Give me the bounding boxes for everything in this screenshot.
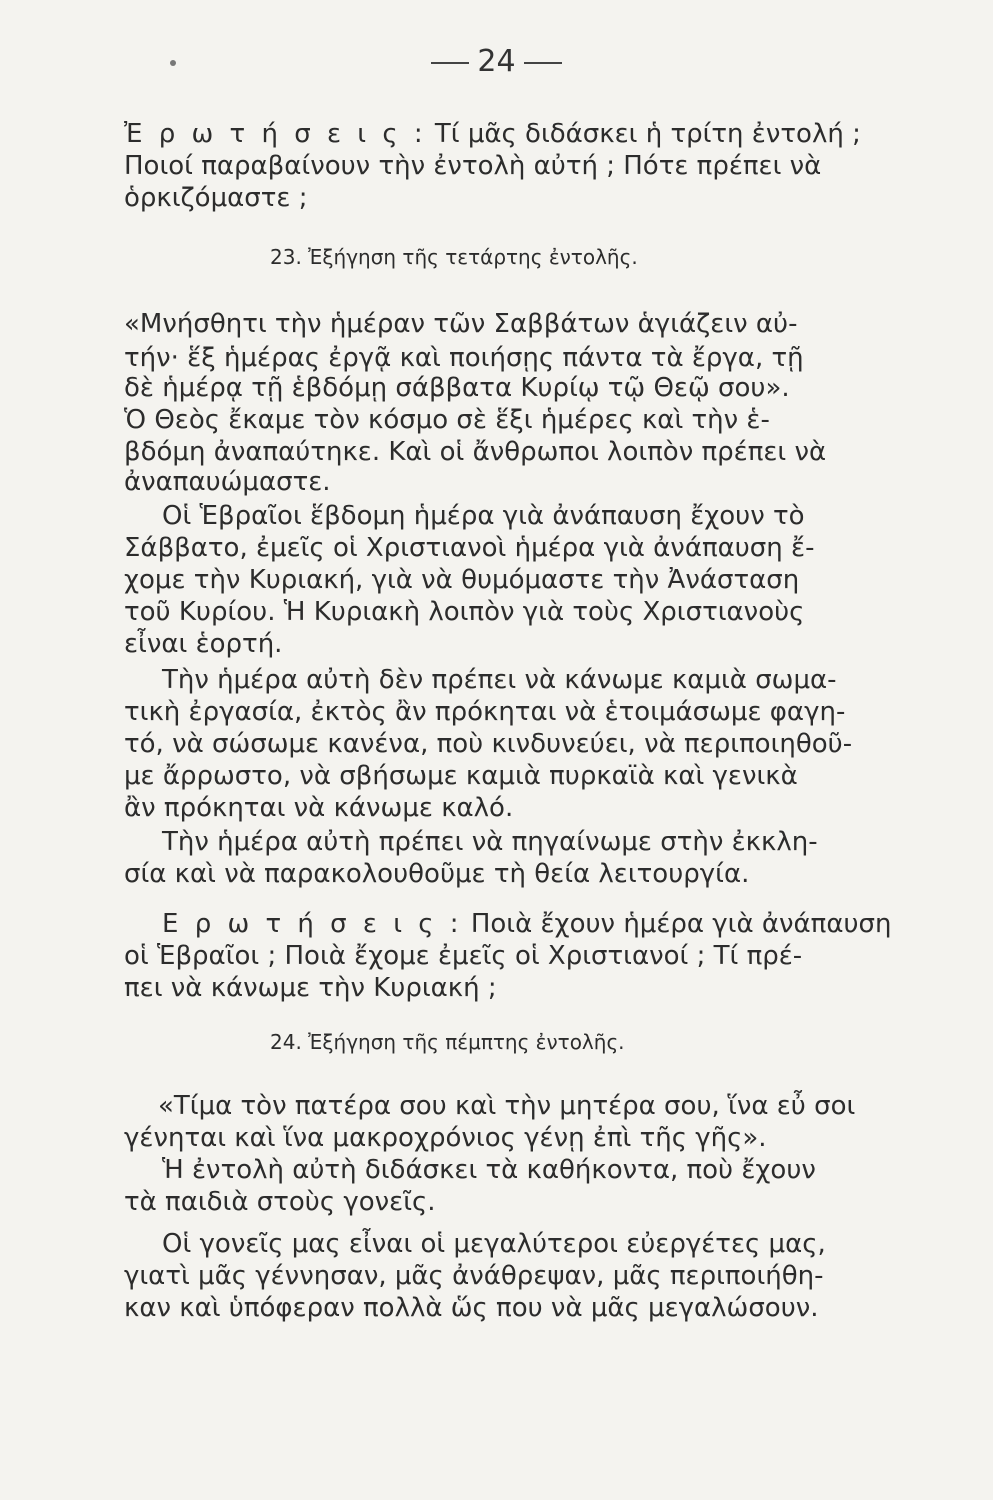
paragraph-line: χομε τὴν Κυριακή, γιὰ νὰ θυμόμαστε τὴν Ἀνάσταση: [124, 565, 800, 595]
paragraph-line: τοῦ Κυρίου. Ἡ Κυριακὴ λοιπὸν γιὰ τοὺς Χριστιανοὺς: [124, 597, 805, 627]
questions2-text-1: Ποιὰ ἔχουν ἡμέρα γιὰ ἀνάπαυση: [470, 909, 892, 939]
paragraph-line: καν καὶ ὑπόφεραν πολλὰ ὥς που νὰ μᾶς μεγαλώσουν.: [124, 1293, 819, 1323]
page-number-text: 24: [477, 44, 516, 79]
paragraph-line: τὰ παιδιὰ στοὺς γονεῖς.: [124, 1187, 436, 1217]
paragraph-line: τό, νὰ σώσωμε κανένα, ποὺ κινδυνεύει, νὰ περιποιηθοῦ-: [124, 729, 853, 759]
questions2-line-2: οἱ Ἑβραῖοι ; Ποιὰ ἔχομε ἐμεῖς οἱ Χριστιανοί ; Τί πρέ-: [124, 941, 803, 971]
paragraph-line: ἂν πρόκηται νὰ κάνωμε καλό.: [124, 793, 514, 823]
paragraph-line: Οἱ Ἑβραῖοι ἕβδομη ἡμέρα γιὰ ἀνάπαυση ἔχουν τὸ: [162, 501, 805, 531]
questions-line-1: [124, 118, 934, 150]
section-24-heading: 24. Ἐξήγηση τῆς πέμπτης ἐντολῆς.: [270, 1030, 625, 1054]
paragraph-line: γιατὶ μᾶς γέννησαν, μᾶς ἀνάθρεψαν, μᾶς περιποιήθη-: [124, 1261, 824, 1291]
dash-right: [524, 62, 562, 64]
paragraph-line: βδόμη ἀναπαύτηκε. Καὶ οἱ ἄνθρωποι λοιπὸν πρέπει νὰ: [124, 437, 827, 467]
paragraph-line: Ὁ Θεὸς ἔκαμε τὸν κόσμο σὲ ἕξι ἡμέρες καὶ τὴν ἑ-: [124, 405, 770, 435]
paragraph-line: με ἄρρωστο, νὰ σβήσωμε καμιὰ πυρκαϊὰ καὶ γενικὰ: [124, 761, 798, 791]
page-number: [0, 44, 993, 79]
paragraph-line: δὲ ἡμέρᾳ τῇ ἑβδόμῃ σάββατα Κυρίῳ τῷ Θεῷ σου».: [124, 373, 790, 403]
dash-left: [431, 62, 469, 64]
paragraph-line: Τὴν ἡμέρα αὐτὴ δὲν πρέπει νὰ κάνωμε καμιὰ σωμα-: [162, 665, 837, 695]
paragraph-line: γένηται καὶ ἵνα μακροχρόνιος γένῃ ἐπὶ τῆς γῆς».: [124, 1123, 767, 1153]
paragraph-line: Σάββατο, ἐμεῖς οἱ Χριστιανοὶ ἡμέρα γιὰ ἀνάπαυση ἔ-: [124, 533, 815, 563]
paragraph-line: Τὴν ἡμέρα αὐτὴ πρέπει νὰ πηγαίνωμε στὴν ἐκκλη-: [162, 827, 818, 857]
questions-line-3: ὁρκιζόμαστε ;: [124, 183, 308, 213]
questions-label: Ἐ ρ ω τ ή σ ε ι ς :: [124, 119, 427, 149]
paragraph-line: «Μνήσθητι τὴν ἡμέραν τῶν Σαββάτων ἁγιάζειν αὐ-: [124, 309, 798, 339]
paragraph-line: τικὴ ἐργασία, ἐκτὸς ἂν πρόκηται νὰ ἑτοιμάσωμε φαγη-: [124, 697, 846, 727]
questions-line-2: Ποιοί παραβαίνουν τὴν ἐντολὴ αὐτή ; Πότε πρέπει νὰ: [124, 151, 822, 181]
questions2-label: Ε ρ ω τ ή σ ε ι ς :: [162, 909, 463, 939]
section-23-heading: 23. Ἐξήγηση τῆς τετάρτης ἐντολῆς.: [270, 245, 638, 269]
paragraph-line: ἀναπαυώμαστε.: [124, 467, 331, 497]
questions-text-1: Τί μᾶς διδάσκει ἡ τρίτη ἐντολή ;: [434, 119, 861, 149]
paragraph-line: τήν· ἕξ ἡμέρας ἐργᾷ καὶ ποιήσῃς πάντα τὰ ἔργα, τῇ: [124, 343, 804, 373]
paragraph-line: Ἡ ἐντολὴ αὐτὴ διδάσκει τὰ καθήκοντα, ποὺ ἔχουν: [162, 1155, 816, 1185]
paragraph-line: Οἱ γονεῖς μας εἶναι οἱ μεγαλύτεροι εὐεργέτες μας,: [162, 1229, 826, 1259]
paragraph-line: σία καὶ νὰ παρακολουθοῦμε τὴ θεία λειτουργία.: [124, 859, 750, 889]
questions2-line-1: [162, 908, 934, 940]
paragraph-line: «Τίμα τὸν πατέρα σου καὶ τὴν μητέρα σου, ἵνα εὖ σοι: [158, 1091, 856, 1121]
questions2-line-3: πει νὰ κάνωμε τὴν Κυριακή ;: [124, 973, 497, 1003]
paragraph-line: εἶναι ἑορτή.: [124, 629, 283, 659]
